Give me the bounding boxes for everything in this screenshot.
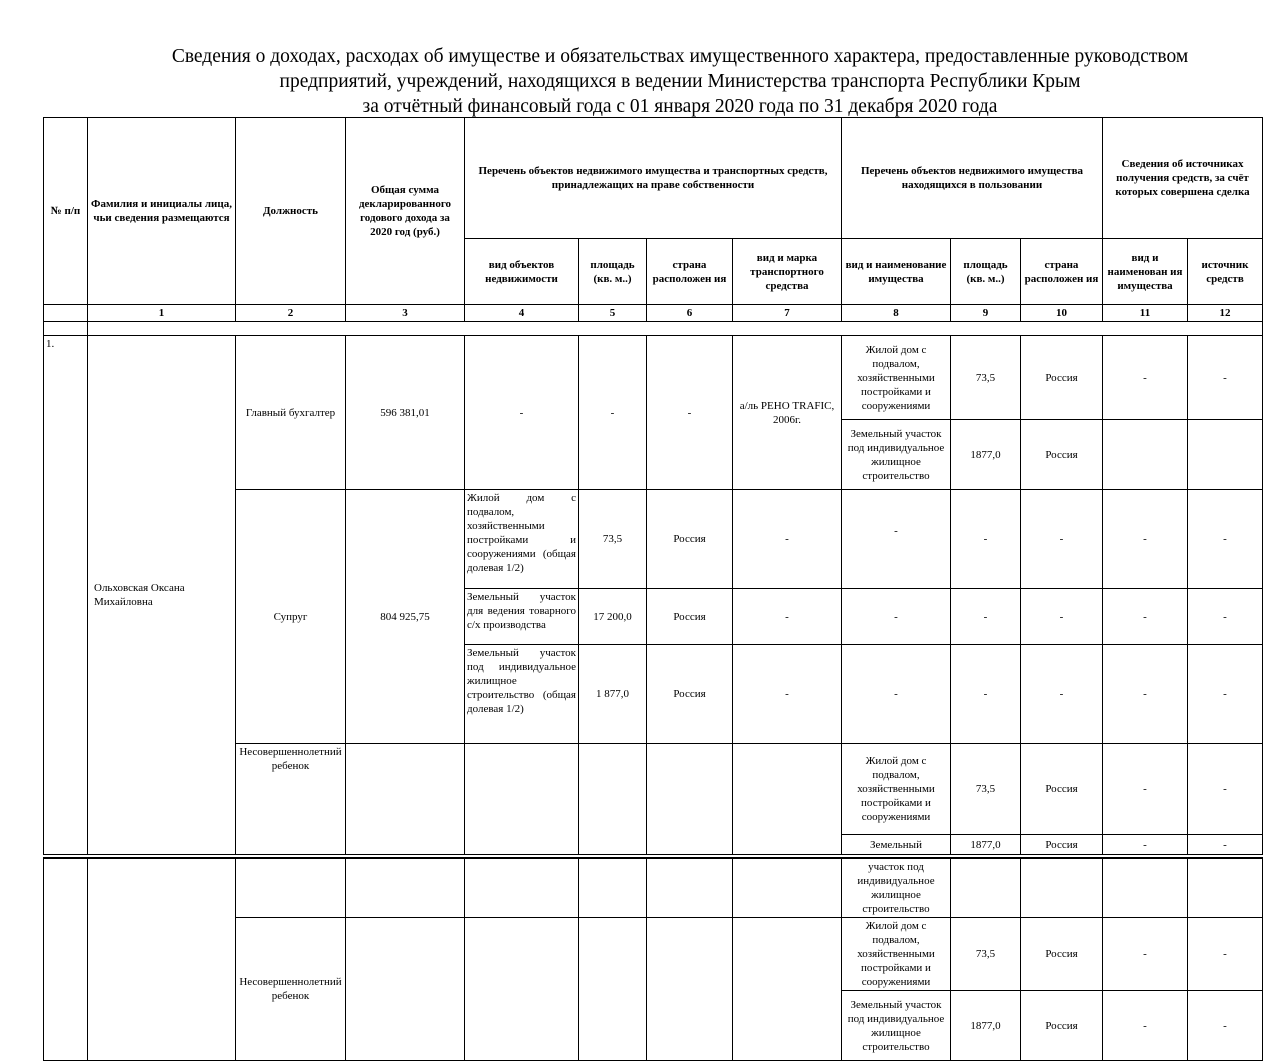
cont-src-type [1103, 858, 1188, 918]
title-line-1: Сведения о доходах, расходах об имуществе и обязательствах имущественного характера, предоставленные руководством [171, 46, 1189, 67]
header-owned-area: площадь (кв. м..) [579, 239, 647, 305]
child1-used-country: Россия [1021, 744, 1103, 835]
spouse-used-area: - [951, 490, 1021, 589]
child1-src-source: - [1188, 744, 1263, 835]
spouse-src-source: - [1188, 490, 1263, 589]
main-position: Главный бухгалтер [236, 336, 346, 490]
declaration-table [43, 117, 1263, 855]
main-vehicle: а/ль РЕНО TRAFIC, 2006г. [733, 336, 842, 490]
spouse-owned-type: Земельный участок для ведения товарного с/х производства [465, 589, 579, 645]
spouse-owned-area: 73,5 [579, 490, 647, 589]
header-vehicle: вид и марка транспортного средства [733, 239, 842, 305]
child2-owned-country [647, 918, 733, 1061]
spouse-vehicle: - [733, 589, 842, 645]
main-src-source [1188, 420, 1263, 490]
spouse-src-source: - [1188, 645, 1263, 744]
spouse-owned-country: Россия [647, 490, 733, 589]
column-number: 9 [951, 305, 1021, 322]
header-src-type: вид и наименован ия имущества [1103, 239, 1188, 305]
child2-owned-type [465, 918, 579, 1061]
main-income: 596 381,01 [346, 336, 465, 490]
title-line-2: предприятий, учреждений, находящихся в ведении Министерства транспорта Республики Крым [279, 71, 1081, 92]
cont-income [346, 858, 465, 918]
child2-used-area: 73,5 [951, 918, 1021, 991]
declaration-table-continued [43, 857, 1263, 1061]
spouse-owned-type: Земельный участок под индивидуальное жилищное строительство (общая долевая 1/2) [465, 645, 579, 744]
child1-owned-country [647, 744, 733, 855]
header-owned-group: Перечень объектов недвижимого имущества и транспортных средств, принадлежащих на праве собственности [465, 118, 842, 239]
cont-src-source [1188, 858, 1263, 918]
spacer-cell-wide [88, 322, 1263, 336]
spouse-owned-area: 17 200,0 [579, 589, 647, 645]
spouse-src-type: - [1103, 589, 1188, 645]
child1-owned-area [579, 744, 647, 855]
child1-income [346, 744, 465, 855]
spouse-src-source: - [1188, 589, 1263, 645]
child1-used-area: 73,5 [951, 744, 1021, 835]
header-src-source: источник средств [1188, 239, 1263, 305]
cont-vehicle [733, 858, 842, 918]
document-title [80, 44, 1280, 119]
child1-vehicle [733, 744, 842, 855]
main-used-country: Россия [1021, 420, 1103, 490]
title-line-3: за отчётный финансовый года с 01 января 2020 года по 31 декабря 2020 года [362, 96, 998, 117]
main-src-type: - [1103, 336, 1188, 420]
spouse-used-country: - [1021, 645, 1103, 744]
main-src-type [1103, 420, 1188, 490]
cont-owned-country [647, 858, 733, 918]
cont-num [44, 858, 88, 1061]
child2-used-type: Земельный участок под индивидуальное жилищное строительство [842, 991, 951, 1061]
child2-src-type: - [1103, 991, 1188, 1061]
spouse-used-type: - [842, 490, 951, 589]
header-used-country: страна расположен ия [1021, 239, 1103, 305]
main-used-type: Земельный участок под индивидуальное жилищное строительство [842, 420, 951, 490]
column-number: 4 [465, 305, 579, 322]
header-used-group: Перечень объектов недвижимого имущества находящихся в пользовании [842, 118, 1103, 239]
child2-src-type: - [1103, 918, 1188, 991]
header-owned-type: вид объектов недвижимости [465, 239, 579, 305]
header-owned-country: страна расположен ия [647, 239, 733, 305]
child2-src-source: - [1188, 991, 1263, 1061]
spacer-row [44, 322, 1263, 336]
main-owned-country: - [647, 336, 733, 490]
child1-position: Несовершеннолетний ребенок [236, 744, 346, 855]
spacer-cell [44, 322, 88, 336]
spouse-owned-area: 1 877,0 [579, 645, 647, 744]
child2-owned-area [579, 918, 647, 1061]
spouse-used-country: - [1021, 490, 1103, 589]
column-number: 8 [842, 305, 951, 322]
table-row [44, 336, 1263, 420]
column-number: 7 [733, 305, 842, 322]
child2-position: Несовершеннолетний ребенок [236, 918, 346, 1061]
spouse-src-type: - [1103, 645, 1188, 744]
child1-src-type: - [1103, 744, 1188, 835]
person-name: Ольховская Оксана Михайловна [88, 336, 236, 855]
column-number: 5 [579, 305, 647, 322]
column-number-0 [44, 305, 88, 322]
header-position: Должность [236, 118, 346, 305]
child1-used-country: Россия [1021, 835, 1103, 855]
spouse-vehicle: - [733, 490, 842, 589]
child1-src-type: - [1103, 835, 1188, 855]
child2-used-country: Россия [1021, 991, 1103, 1061]
cont-used-area [951, 858, 1021, 918]
column-number: 1 [88, 305, 236, 322]
table-row [44, 858, 1263, 918]
child1-used-type: Земельный [842, 835, 951, 855]
spouse-used-area: - [951, 589, 1021, 645]
column-number: 10 [1021, 305, 1103, 322]
header-used-type: вид и наименование имущества [842, 239, 951, 305]
child2-used-country: Россия [1021, 918, 1103, 991]
cont-used-type: участок под индивидуальное жилищное строительство [842, 858, 951, 918]
spouse-used-type: - [842, 589, 951, 645]
column-number: 12 [1188, 305, 1263, 322]
cont-owned-area [579, 858, 647, 918]
column-number: 2 [236, 305, 346, 322]
child2-income [346, 918, 465, 1061]
column-number: 3 [346, 305, 465, 322]
main-used-country: Россия [1021, 336, 1103, 420]
child2-src-source: - [1188, 918, 1263, 991]
spouse-owned-country: Россия [647, 589, 733, 645]
header-num: № п/п [44, 118, 88, 305]
spouse-position: Супруг [236, 490, 346, 744]
cont-position [236, 858, 346, 918]
child1-used-type: Жилой дом с подвалом, хозяйственными постройками и сооружениями [842, 744, 951, 835]
cont-used-country [1021, 858, 1103, 918]
column-number: 11 [1103, 305, 1188, 322]
main-used-type: Жилой дом с подвалом, хозяйственными постройками и сооружениями [842, 336, 951, 420]
spouse-vehicle: - [733, 645, 842, 744]
header-income: Общая сумма декларированного годового дохода за 2020 год (руб.) [346, 118, 465, 305]
spouse-used-area: - [951, 645, 1021, 744]
child2-vehicle [733, 918, 842, 1061]
row-number: 1. [44, 336, 88, 855]
main-used-area: 1877,0 [951, 420, 1021, 490]
header-sources-group: Сведения об источниках получения средств, за счёт которых совершена сделка [1103, 118, 1263, 239]
main-src-source: - [1188, 336, 1263, 420]
spouse-used-country: - [1021, 589, 1103, 645]
child1-owned-type [465, 744, 579, 855]
main-used-area: 73,5 [951, 336, 1021, 420]
cont-name [88, 858, 236, 1061]
column-number: 6 [647, 305, 733, 322]
main-owned-area: - [579, 336, 647, 490]
spouse-used-type: - [842, 645, 951, 744]
spouse-income: 804 925,75 [346, 490, 465, 744]
header-name: Фамилия и инициалы лица, чьи сведения размещаются [88, 118, 236, 305]
spouse-owned-type: Жилой дом с подвалом, хозяйственными постройками и сооружениями (общая долевая 1/2) [465, 490, 579, 589]
child1-src-source: - [1188, 835, 1263, 855]
header-used-area: площадь (кв. м..) [951, 239, 1021, 305]
column-number-row [44, 305, 1263, 322]
child1-used-area: 1877,0 [951, 835, 1021, 855]
main-owned-type: - [465, 336, 579, 490]
child2-used-type: Жилой дом с подвалом, хозяйственными постройками и сооружениями [842, 918, 951, 991]
spouse-owned-country: Россия [647, 645, 733, 744]
cont-owned-type [465, 858, 579, 918]
child2-used-area: 1877,0 [951, 991, 1021, 1061]
spouse-src-type: - [1103, 490, 1188, 589]
